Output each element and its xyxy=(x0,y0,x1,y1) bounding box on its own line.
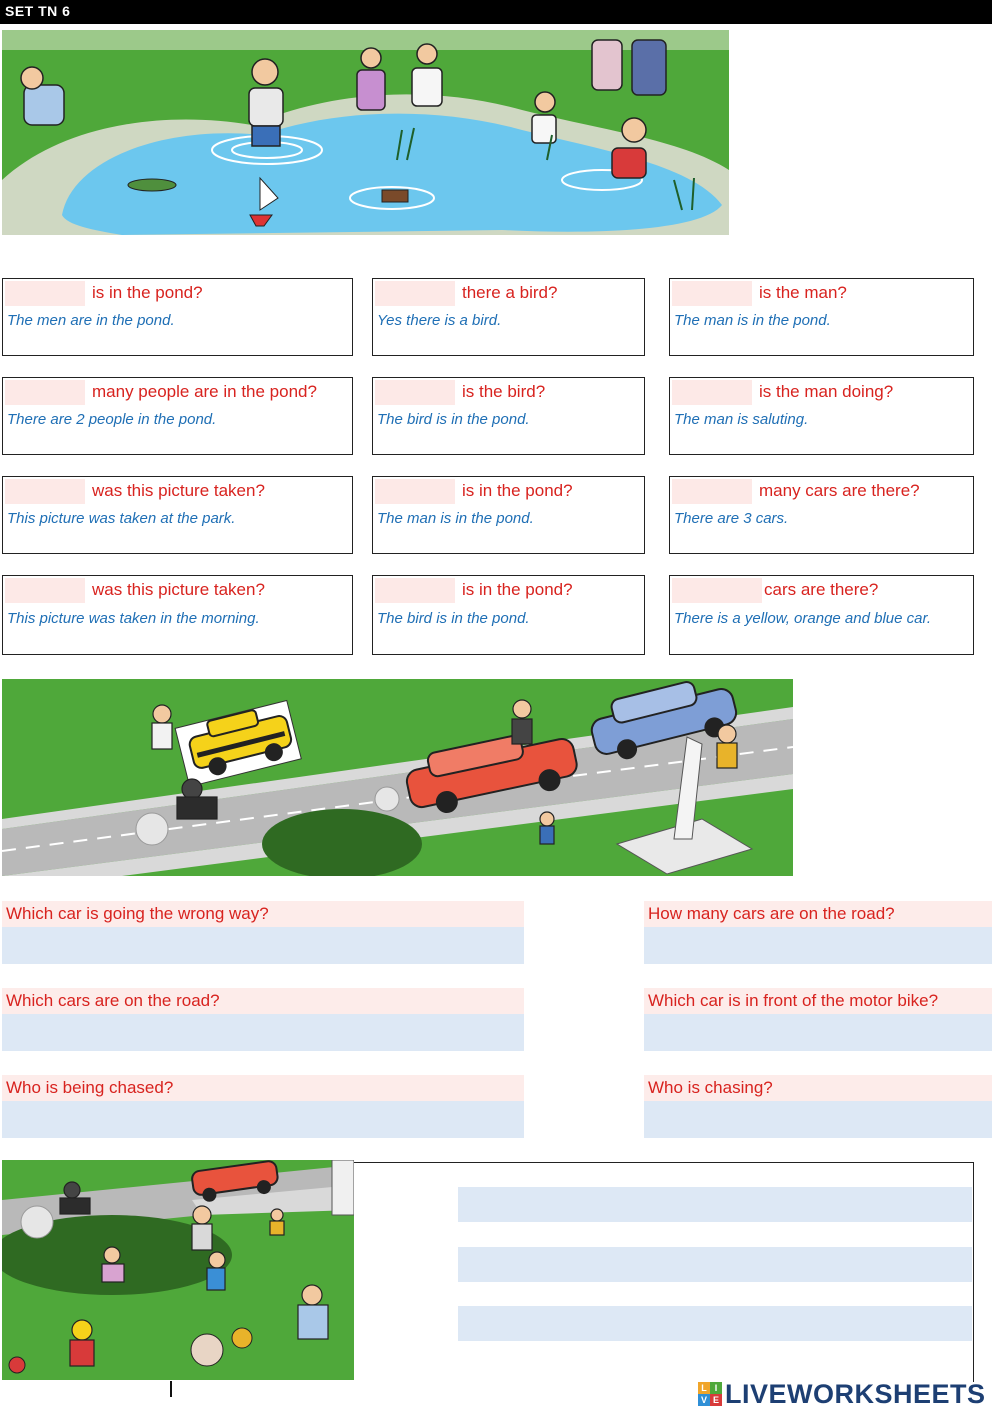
answer-blank[interactable] xyxy=(5,281,85,306)
question-text: many people are in the pond? xyxy=(92,382,317,401)
answer-blank[interactable] xyxy=(5,479,85,504)
pond-illustration xyxy=(2,30,729,235)
answer-text: This picture was taken at the park. xyxy=(7,510,236,527)
answer-text: This picture was taken in the morning. xyxy=(7,610,260,627)
road-question-label: Who is chasing? xyxy=(644,1075,992,1101)
answer-text: The man is in the pond. xyxy=(674,312,831,329)
answer-text: The men are in the pond. xyxy=(7,312,175,329)
liveworksheets-logo[interactable] xyxy=(698,1378,986,1410)
answer-text: Yes there is a bird. xyxy=(377,312,502,329)
answer-text: The man is in the pond. xyxy=(377,510,534,527)
question-text: cars are there? xyxy=(764,580,879,599)
question-text: many cars are there? xyxy=(759,481,920,500)
answer-blank[interactable] xyxy=(672,479,752,504)
question-box xyxy=(372,575,645,655)
answer-blank[interactable] xyxy=(375,479,455,504)
question-text: there a bird? xyxy=(462,283,558,302)
answer-input[interactable] xyxy=(644,1101,992,1138)
answer-input[interactable] xyxy=(2,1014,524,1051)
question-box xyxy=(669,377,974,455)
question-box xyxy=(372,377,645,455)
answer-input[interactable] xyxy=(458,1306,972,1341)
road-question-label: Who is being chased? xyxy=(2,1075,524,1101)
road-illustration xyxy=(2,679,793,876)
question-text: is in the pond? xyxy=(462,481,573,500)
header-bar xyxy=(0,0,992,24)
question-box xyxy=(2,377,353,455)
question-box xyxy=(2,476,353,554)
question-text: is the man? xyxy=(759,283,847,302)
road-question-label: Which cars are on the road? xyxy=(2,988,524,1014)
answer-blank[interactable] xyxy=(375,380,455,405)
answer-input[interactable] xyxy=(2,927,524,964)
road-question-label: Which car is going the wrong way? xyxy=(2,901,524,927)
question-text: is in the pond? xyxy=(462,580,573,599)
worksheet-title: SET TN 6 xyxy=(5,3,71,19)
logo-mark-icon: L I V E xyxy=(698,1382,722,1406)
park-chase-illustration xyxy=(2,1160,354,1380)
question-box xyxy=(2,278,353,356)
text-cursor xyxy=(170,1381,172,1397)
question-box xyxy=(372,476,645,554)
question-text: was this picture taken? xyxy=(92,580,265,599)
answer-input[interactable] xyxy=(2,1101,524,1138)
question-box xyxy=(669,575,974,655)
question-text: is the man doing? xyxy=(759,382,894,401)
answer-blank[interactable] xyxy=(5,380,85,405)
question-text: was this picture taken? xyxy=(92,481,265,500)
road-question-label: How many cars are on the road? xyxy=(644,901,992,927)
answer-text: There is a yellow, orange and blue car. xyxy=(674,610,932,627)
answer-text: The bird is in the pond. xyxy=(377,610,530,627)
road-question-label: Which car is in front of the motor bike? xyxy=(644,988,992,1014)
answer-input[interactable] xyxy=(458,1247,972,1282)
answer-input[interactable] xyxy=(458,1187,972,1222)
answer-blank[interactable] xyxy=(672,380,752,405)
question-text: is the bird? xyxy=(462,382,546,401)
answer-blank[interactable] xyxy=(5,578,85,603)
answer-text: The man is saluting. xyxy=(674,411,809,428)
answer-blank[interactable] xyxy=(375,578,455,603)
question-box xyxy=(669,278,974,356)
answer-blank[interactable] xyxy=(672,578,762,603)
question-box xyxy=(372,278,645,356)
logo-text: LIVEWORKSHEETS xyxy=(725,1378,986,1409)
answer-blank[interactable] xyxy=(375,281,455,306)
answer-input[interactable] xyxy=(644,927,992,964)
question-text: is in the pond? xyxy=(92,283,203,302)
question-box xyxy=(2,575,353,655)
answer-input[interactable] xyxy=(644,1014,992,1051)
answer-text: There are 2 people in the pond. xyxy=(7,411,217,428)
question-box xyxy=(669,476,974,554)
answer-blank[interactable] xyxy=(672,281,752,306)
answer-text: The bird is in the pond. xyxy=(377,411,530,428)
answer-text: There are 3 cars. xyxy=(674,510,789,527)
